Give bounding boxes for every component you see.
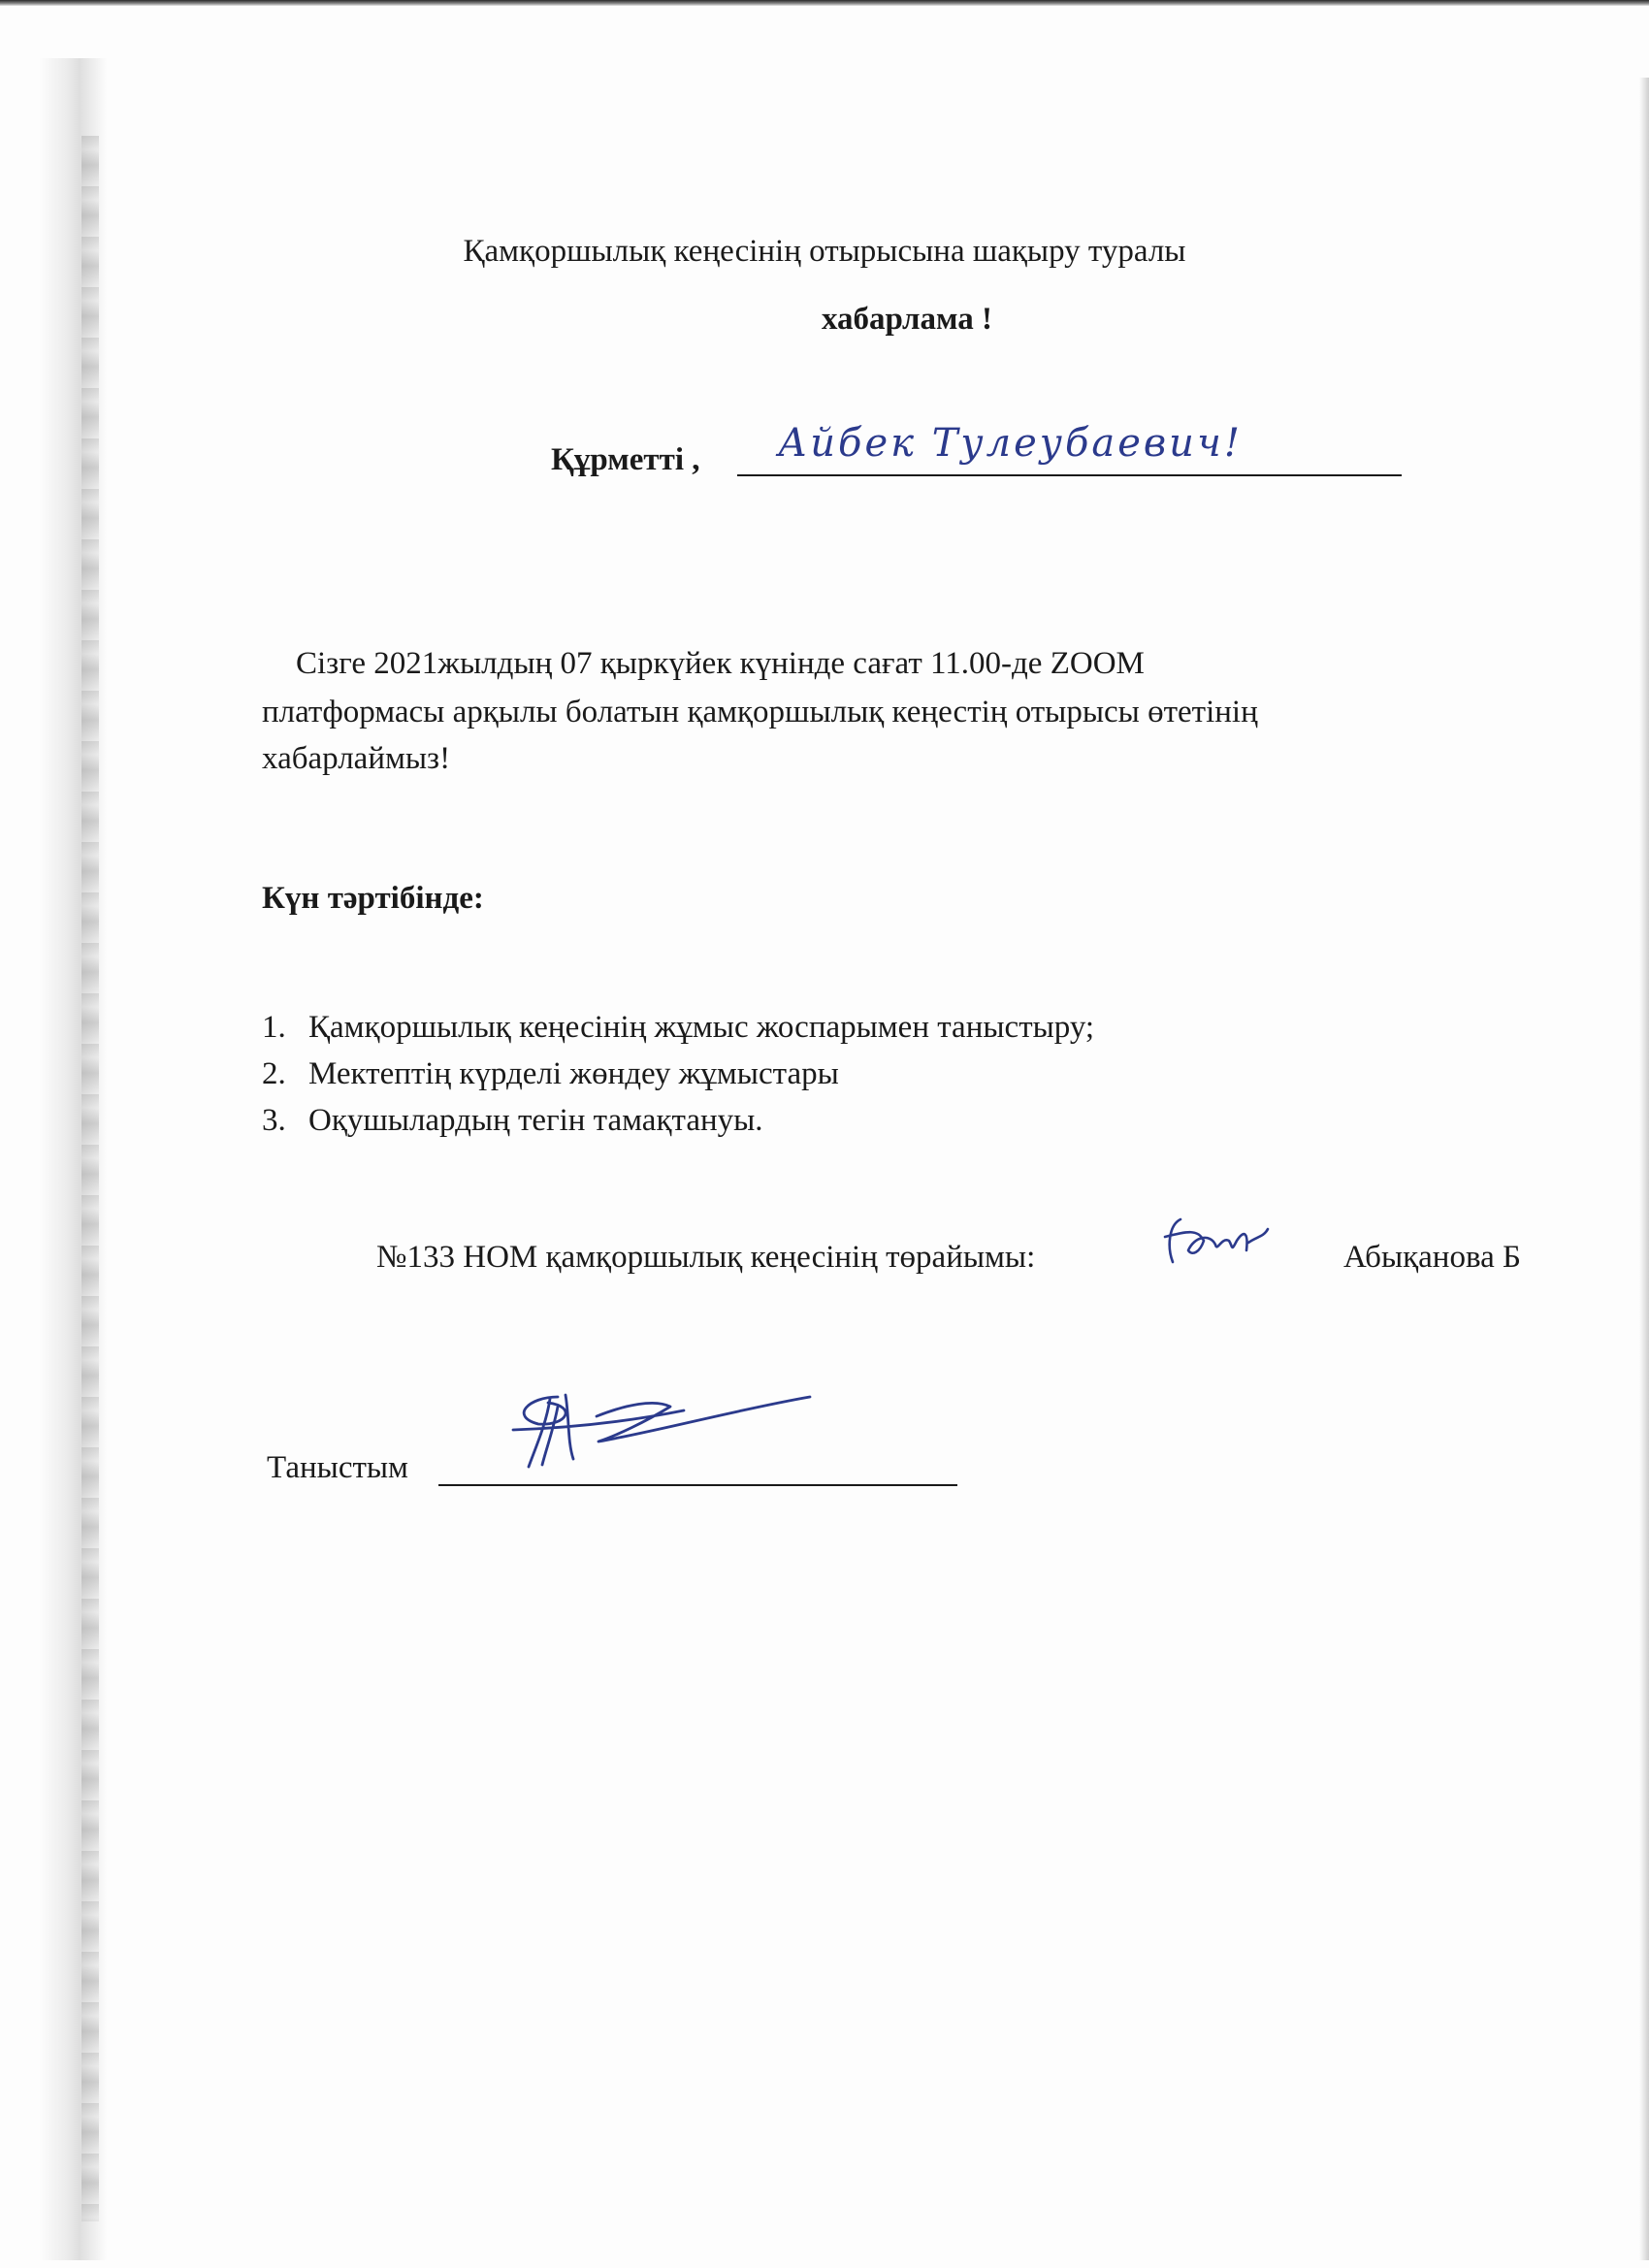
agenda-list [262, 1004, 1094, 1144]
agenda-item [262, 1004, 1094, 1051]
agenda-item-number: 1. [262, 1010, 286, 1045]
agenda-item-text: Қамқоршылық кеңесінің жұмыс жоспарымен таныстыру; [308, 1010, 1095, 1045]
agenda-item [262, 1097, 1094, 1144]
agenda-item-number: 3. [262, 1103, 286, 1138]
chair-label: №133 НОМ қамқоршылық кеңесінің төрайымы: [376, 1240, 1036, 1275]
scan-edge-top [0, 0, 1649, 6]
agenda-item [262, 1051, 1094, 1097]
agenda-item-number: 2. [262, 1056, 286, 1091]
acknowledged-label: Таныстым [267, 1450, 408, 1485]
agenda-item-text: Оқушылардың тегін тамақтануы. [308, 1103, 763, 1138]
body-line-1: Сізге 2021жылдың 07 қыркүйек күнінде сағат 11.00-де ZOOM [296, 646, 1145, 681]
body-line-3: хабарлаймыз! [262, 741, 451, 776]
salutation-label: Құрметті , [551, 442, 700, 477]
heading-line-2: хабарлама ! [821, 302, 993, 337]
heading-line-1: Қамқоршылық кеңесінің отырысына шақыру туралы [463, 234, 1186, 269]
agenda-title: Күн тәртібінде: [262, 881, 484, 916]
salutation-name-line [737, 421, 1402, 476]
scan-shadow-right [1639, 78, 1649, 2260]
salutation-name-handwritten: Айбек Тулеубаевич! [778, 421, 1243, 466]
agenda-item-text: Мектептің күрделі жөндеу жұмыстары [308, 1056, 839, 1091]
chair-signature [1159, 1208, 1285, 1276]
acknowledged-signature-line [438, 1449, 957, 1486]
body-line-2: платформасы арқылы болатын қамқоршылық кеңестің отырысы өтетінің [262, 695, 1258, 729]
chair-name: Абықанова Б [1343, 1240, 1521, 1275]
scan-noise-left [81, 136, 99, 2221]
